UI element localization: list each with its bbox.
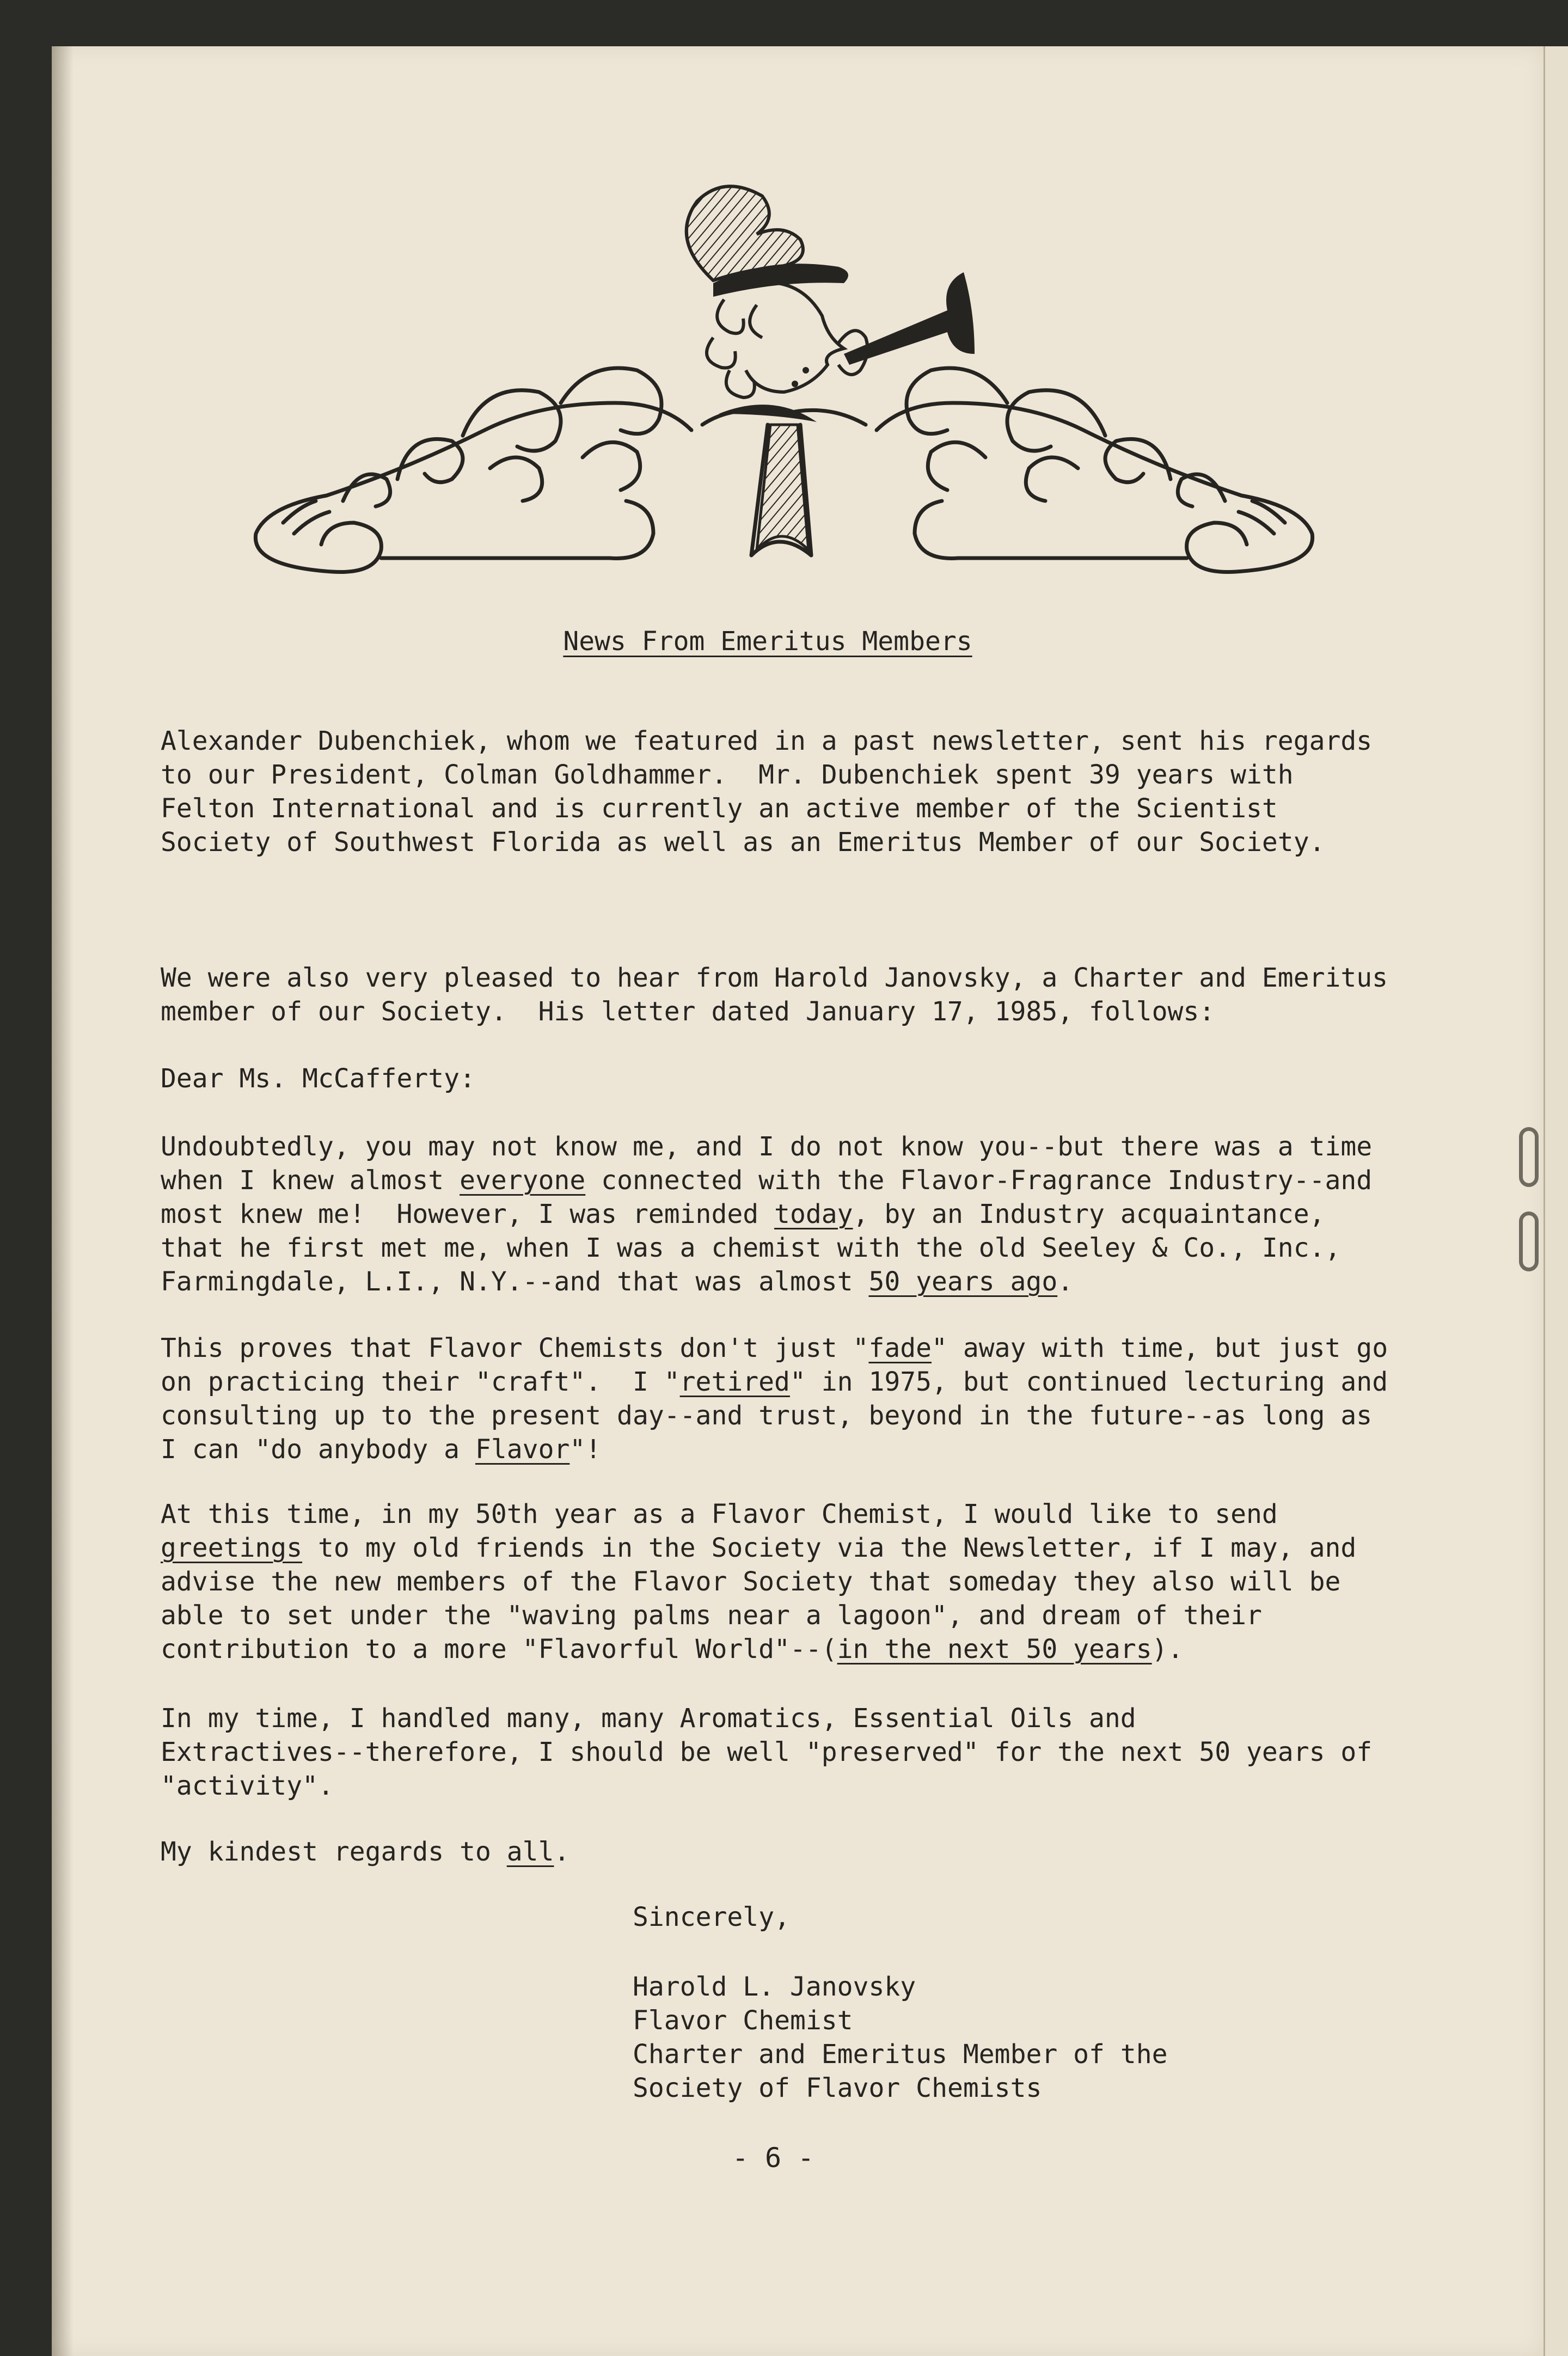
text-segment: on practicing their "craft". I " xyxy=(161,1367,680,1397)
paragraph-dubenchiek xyxy=(161,724,1505,859)
text-segment: " in 1975, but continued lecturing and xyxy=(789,1367,1388,1397)
underlined-word: everyone xyxy=(460,1165,586,1196)
text-segment: Farmingdale, L.I., N.Y.--and that was almost xyxy=(161,1266,869,1297)
text-line: consulting up to the present day--and trust, beyond in the future--as long as xyxy=(161,1400,1373,1431)
text-line xyxy=(161,1433,1505,1466)
underlined-word: fade xyxy=(868,1333,932,1363)
signer-title: Society of Flavor Chemists xyxy=(633,2073,1042,2103)
text-line: member of our Society. His letter dated January 17, 1985, follows: xyxy=(161,996,1215,1027)
text-line: able to set under the "waving palms near a lagoon", and dream of their xyxy=(161,1600,1262,1631)
text-line: Society of Southwest Florida as well as an Emeritus Member of our Society. xyxy=(161,827,1325,858)
text-line: In my time, I handled many, many Aromatics, Essential Oils and xyxy=(161,1703,1136,1734)
text-segment: This proves that Flavor Chemists don't just " xyxy=(161,1333,869,1363)
spine-shadow xyxy=(52,46,74,2356)
text-segment: , by an Industry acquaintance, xyxy=(853,1199,1325,1229)
paragraph-janovsky-intro xyxy=(161,961,1505,1029)
salutation-line: Dear Ms. McCafferty: xyxy=(161,1063,475,1094)
letter-paragraph-4 xyxy=(161,1702,1505,1803)
binding-clip-icon xyxy=(1519,1127,1539,1187)
text-segment: connected with the Flavor-Fragrance Industry--and xyxy=(585,1165,1373,1196)
signer-name: Harold L. Janovsky xyxy=(633,1972,916,2002)
text-line xyxy=(161,1835,1505,1869)
text-line: "activity". xyxy=(161,1771,334,1801)
letter-paragraph-5 xyxy=(161,1835,1505,1869)
text-line: We were also very pleased to hear from Harold Janovsky, a Charter and Emeritus xyxy=(161,963,1388,993)
page-number: - 6 - xyxy=(732,2142,814,2174)
text-line: to our President, Colman Goldhammer. Mr. Dubenchiek spent 39 years with xyxy=(161,760,1294,790)
text-line: Undoubtedly, you may not know me, and I do not know you--but there was a time xyxy=(161,1131,1373,1162)
text-line xyxy=(161,1265,1505,1299)
signer-title: Charter and Emeritus Member of the xyxy=(633,2039,1168,2070)
text-line: advise the new members of the Flavor Society that someday they also will be xyxy=(161,1566,1341,1597)
underlined-word: 50 years ago xyxy=(868,1266,1058,1297)
text-segment: most knew me! However, I was reminded xyxy=(161,1199,775,1229)
letter-salutation xyxy=(161,1062,1505,1096)
text-line: Felton International and is currently an active member of the Scientist xyxy=(161,793,1278,824)
text-segment: to my old friends in the Society via the Newsletter, if I may, and xyxy=(302,1533,1357,1563)
binding-clip-icon xyxy=(1519,1211,1539,1271)
section-heading: News From Emeritus Members xyxy=(563,626,972,657)
sincerely-line: Sincerely, xyxy=(633,1902,790,1932)
herald-trumpeter-scroll-icon xyxy=(234,174,1334,626)
text-line xyxy=(161,1531,1505,1565)
text-segment: "! xyxy=(569,1434,602,1465)
text-segment: My kindest regards to xyxy=(161,1837,507,1867)
underlined-word: all xyxy=(506,1837,554,1867)
text-line xyxy=(161,1331,1505,1365)
text-segment: contribution to a more "Flavorful World"--( xyxy=(161,1634,837,1665)
text-segment: " away with time, but just go xyxy=(932,1333,1388,1363)
text-line xyxy=(161,1197,1505,1231)
text-segment: ). xyxy=(1152,1634,1184,1665)
text-line: Alexander Dubenchiek, whom we featured in a past newsletter, sent his regards xyxy=(161,726,1373,756)
text-segment: I can "do anybody a xyxy=(161,1434,475,1465)
underlined-word: Flavor xyxy=(475,1434,570,1465)
text-line: Extractives--therefore, I should be well "preserved" for the next 50 years of xyxy=(161,1737,1373,1767)
letter-paragraph-3 xyxy=(161,1497,1505,1666)
underlined-word: in the next 50 years xyxy=(837,1634,1152,1665)
text-line xyxy=(161,1164,1505,1197)
underlined-word: retired xyxy=(679,1367,790,1397)
facing-page-edge xyxy=(1543,46,1568,2356)
underlined-word: greetings xyxy=(161,1533,303,1563)
underlined-word: today xyxy=(774,1199,853,1229)
letter-paragraph-1 xyxy=(161,1130,1505,1299)
signer-title: Flavor Chemist xyxy=(633,2005,853,2036)
text-line xyxy=(161,1632,1505,1666)
text-segment: when I knew almost xyxy=(161,1165,460,1196)
text-line xyxy=(161,1365,1505,1399)
letter-closing xyxy=(633,1900,790,1934)
signature-block xyxy=(633,1970,1168,2105)
letter-paragraph-2 xyxy=(161,1331,1505,1466)
text-segment: . xyxy=(554,1837,570,1867)
text-line: At this time, in my 50th year as a Flavor Chemist, I would like to send xyxy=(161,1499,1278,1529)
text-line: that he first met me, when I was a chemist with the old Seeley & Co., Inc., xyxy=(161,1233,1341,1263)
text-segment: . xyxy=(1057,1266,1074,1297)
